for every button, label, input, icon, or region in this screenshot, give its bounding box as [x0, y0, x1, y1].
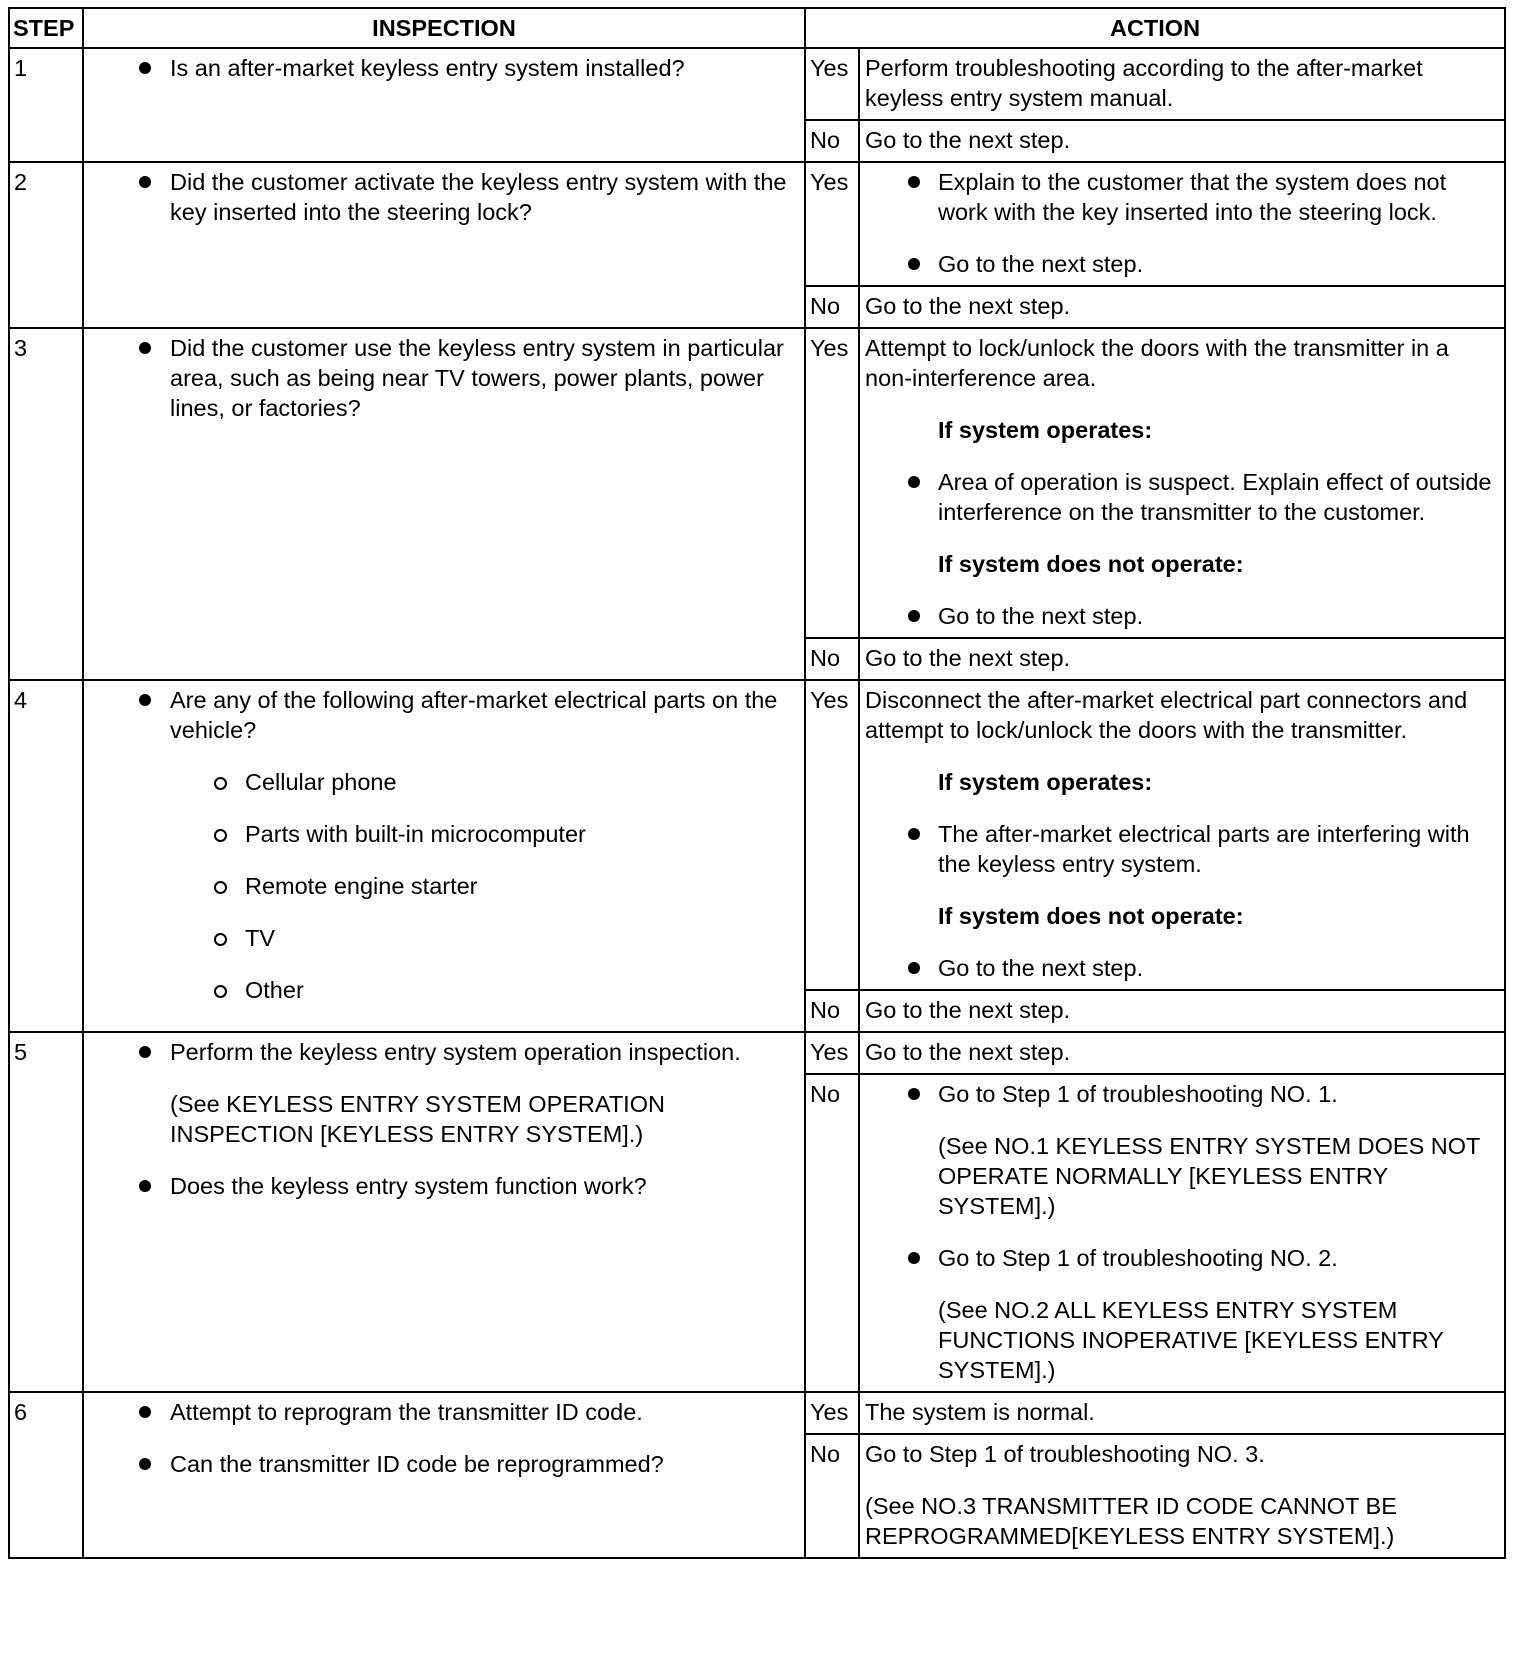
no-label: No [805, 990, 859, 1032]
action-text: Go to Step 1 of troubleshooting NO. 3. [865, 1441, 1265, 1467]
no-action: Go to the next step. [859, 638, 1505, 680]
action-bullet: Explain to the customer that the system does not work with the key inserted into the steering lock. [865, 167, 1498, 227]
step-2-yes-row [9, 162, 1505, 286]
inspection-cell [83, 48, 805, 162]
inspection-bullet: Are any of the following after-market electrical parts on the vehicle? [90, 685, 798, 745]
action-text: Attempt to lock/unlock the doors with the transmitter in a non-interference area. [865, 335, 1449, 391]
step-1-yes-row [9, 48, 1505, 120]
step-4-yes-row [9, 680, 1505, 990]
if-operates-heading: If system operates: [938, 769, 1153, 795]
yes-action: Perform troubleshooting according to the after-market keyless entry system manual. [859, 48, 1505, 120]
yes-label: Yes [805, 1032, 859, 1074]
inspection-bullet: Perform the keyless entry system operation inspection. [90, 1037, 798, 1067]
step-header: STEP [9, 8, 83, 48]
action-bullet: Area of operation is suspect. Explain effect of outside interference on the transmitter to the customer. [865, 467, 1498, 527]
inspection-cell [83, 162, 805, 328]
action-reference: (See NO.3 TRANSMITTER ID CODE CANNOT BE REPROGRAMMED[KEYLESS ENTRY SYSTEM].) [865, 1493, 1397, 1549]
inspection-bullet: Attempt to reprogram the transmitter ID code. [90, 1397, 798, 1427]
sub-item: Parts with built-in microcomputer [90, 819, 798, 849]
action-reference: (See NO.2 ALL KEYLESS ENTRY SYSTEM FUNCTIONS INOPERATIVE [KEYLESS ENTRY SYSTEM].) [938, 1297, 1444, 1383]
inspection-bullet: Did the customer activate the keyless entry system with the key inserted into the steering lock? [90, 167, 798, 227]
inspection-cell [83, 328, 805, 680]
yes-action: Go to the next step. [859, 1032, 1505, 1074]
troubleshooting-table [8, 7, 1506, 1559]
inspection-bullet: Did the customer use the keyless entry system in particular area, such as being near TV towers, power plants, power lines, or factories? [90, 333, 798, 423]
no-label: No [805, 120, 859, 162]
sub-item: Remote engine starter [90, 871, 798, 901]
step-number: 4 [9, 680, 83, 1032]
step-number: 2 [9, 162, 83, 328]
action-bullet: Go to Step 1 of troubleshooting NO. 1. [865, 1079, 1498, 1109]
step-5-yes-row [9, 1032, 1505, 1074]
inspection-bullet: Can the transmitter ID code be reprogrammed? [90, 1449, 798, 1479]
action-bullet: Go to the next step. [865, 249, 1498, 279]
no-action: Go to the next step. [859, 286, 1505, 328]
no-label: No [805, 1074, 859, 1392]
step-6-yes-row [9, 1392, 1505, 1434]
yes-action [859, 162, 1505, 286]
action-bullet: The after-market electrical parts are interfering with the keyless entry system. [865, 819, 1498, 879]
inspection-cell [83, 680, 805, 1032]
step-number: 5 [9, 1032, 83, 1392]
if-not-operates-heading: If system does not operate: [938, 903, 1244, 929]
no-label: No [805, 638, 859, 680]
step-number: 1 [9, 48, 83, 162]
sub-item: Other [90, 975, 798, 1005]
if-operates-heading: If system operates: [938, 417, 1153, 443]
no-label: No [805, 286, 859, 328]
yes-action: The system is normal. [859, 1392, 1505, 1434]
step-3-yes-row [9, 328, 1505, 638]
sub-item: TV [90, 923, 798, 953]
action-header: ACTION [805, 8, 1505, 48]
inspection-header: INSPECTION [83, 8, 805, 48]
header-row [9, 8, 1505, 48]
yes-label: Yes [805, 1392, 859, 1434]
no-action: Go to the next step. [859, 990, 1505, 1032]
action-bullet: Go to Step 1 of troubleshooting NO. 2. [865, 1243, 1498, 1273]
step-number: 3 [9, 328, 83, 680]
step-number: 6 [9, 1392, 83, 1558]
if-not-operates-heading: If system does not operate: [938, 551, 1244, 577]
yes-action [859, 328, 1505, 638]
inspection-cell [83, 1032, 805, 1392]
sub-item: Cellular phone [90, 767, 798, 797]
inspection-reference: (See KEYLESS ENTRY SYSTEM OPERATION INSPECTION [KEYLESS ENTRY SYSTEM].) [170, 1091, 665, 1147]
yes-label: Yes [805, 48, 859, 120]
action-reference: (See NO.1 KEYLESS ENTRY SYSTEM DOES NOT OPERATE NORMALLY [KEYLESS ENTRY SYSTEM].) [938, 1133, 1480, 1219]
yes-label: Yes [805, 162, 859, 286]
no-action: Go to the next step. [859, 120, 1505, 162]
yes-action [859, 680, 1505, 990]
inspection-bullet: Does the keyless entry system function work? [90, 1171, 798, 1201]
action-bullet: Go to the next step. [865, 601, 1498, 631]
inspection-bullet: Is an after-market keyless entry system installed? [90, 53, 798, 83]
no-action [859, 1434, 1505, 1558]
yes-label: Yes [805, 328, 859, 638]
action-bullet: Go to the next step. [865, 953, 1498, 983]
action-text: Disconnect the after-market electrical part connectors and attempt to lock/unlock the doors with the transmitter. [865, 687, 1468, 743]
yes-label: Yes [805, 680, 859, 990]
no-action [859, 1074, 1505, 1392]
inspection-cell [83, 1392, 805, 1558]
no-label: No [805, 1434, 859, 1558]
